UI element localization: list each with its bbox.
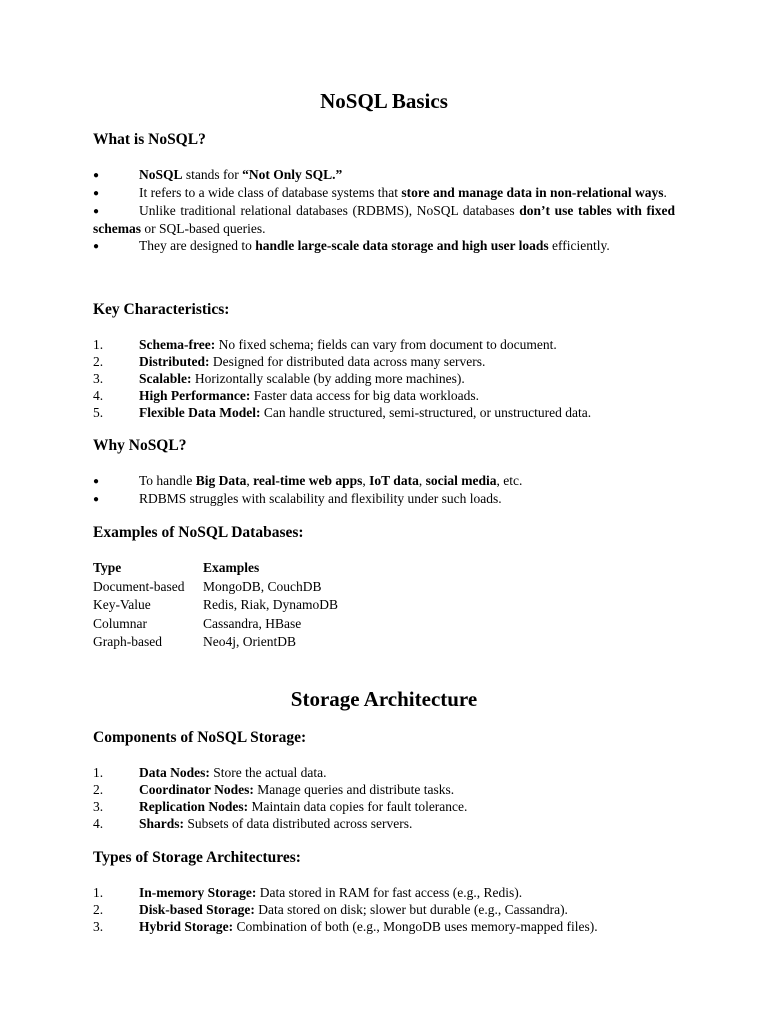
list-item-text: In-memory Storage: Data stored in RAM for fast access (e.g., Redis). [139,885,523,900]
list-number: 2. [93,782,104,797]
cell-type: Document-based [93,578,185,594]
section-components [93,728,675,832]
section-why-nosql [93,436,675,508]
list-item-text: Flexible Data Model: Can handle structured, semi-structured, or unstructured data. [139,405,592,420]
list-item-text: Disk-based Storage: Data stored on disk; slower but durable (e.g., Cassandra). [139,902,568,917]
list-item [93,884,675,901]
cell-examples: MongoDB, CouchDB [203,578,322,594]
list-number: 3. [93,371,104,386]
list-item [93,798,675,815]
list-number: 2. [93,902,104,917]
section-examples [93,523,675,652]
list-item [93,918,675,935]
cell-examples: Redis, Riak, DynamoDB [203,597,338,612]
table-row [93,596,338,615]
cell-type: Columnar [93,615,147,631]
list-item-text: Shards: Subsets of data distributed across servers. [139,816,413,831]
list-item [93,764,675,781]
list-item [93,901,675,918]
list-item-text: High Performance: Faster data access for big data workloads. [139,388,480,403]
cell-examples: Neo4j, OrientDB [203,634,296,649]
components-list [93,764,675,832]
list-item: ● They are designed to handle large-scale data storage and high user loads efficiently. [93,238,610,253]
list-item-text: Coordinator Nodes: Manage queries and distribute tasks. [139,782,455,797]
table-row [93,633,338,652]
bullet-icon: ● [93,494,100,505]
cell-examples: Cassandra, HBase [203,615,302,631]
list-item [93,336,675,353]
list-number: 1. [93,337,104,352]
list-item: ● To handle Big Data, real-time web apps, IoT data, social media, etc. [93,473,523,488]
list-item-text: Distributed: Designed for distributed data across many servers. [139,354,486,369]
list-item: ● NoSQL stands for “Not Only SQL.” [93,167,343,182]
bullet-icon: ● [93,476,100,487]
table-row [93,578,338,597]
list-number: 3. [93,799,104,814]
title-storage-architecture: Storage Architecture [290,687,478,711]
list-number: 4. [93,388,104,403]
section-what-is-nosql [93,130,675,255]
section-types [93,848,675,935]
list-number: 3. [93,919,104,934]
list-item-text: Schema-free: No fixed schema; fields can vary from document to document. [139,337,557,352]
list-number: 1. [93,765,104,780]
bullet-icon: ● [93,188,100,199]
list-item [93,387,675,404]
list-item [93,815,675,832]
list-item-text: Data Nodes: Store the actual data. [139,765,327,780]
column-header-type: Type [93,560,122,575]
bullet-icon: ● [93,241,100,252]
list-item: ● Unlike traditional relational databases (RDBMS), NoSQL databases don’t use tables with fixed schemas or SQL-based queries. [93,203,676,236]
heading-key-characteristics: Key Characteristics: [93,301,230,318]
heading-types: Types of Storage Architectures: [93,849,301,866]
heading-examples: Examples of NoSQL Databases: [93,524,304,541]
list-item-text: Scalable: Horizontally scalable (by adding more machines). [139,371,465,386]
list-item [93,370,675,387]
heading-components: Components of NoSQL Storage: [93,729,307,746]
list-number: 4. [93,816,104,831]
list-item-text: Hybrid Storage: Combination of both (e.g., MongoDB uses memory-mapped files). [139,919,598,934]
examples-table [93,559,338,652]
section-key-characteristics [93,300,675,421]
title-nosql-basics: NoSQL Basics [320,89,448,113]
list-item [93,404,675,421]
bullet-icon: ● [93,206,100,217]
list-item: ● It refers to a wide class of database systems that store and manage data in non-relational ways. [93,185,667,200]
list-item [93,781,675,798]
types-list [93,884,675,935]
table-header-row [93,559,338,578]
cell-type: Graph-based [93,634,162,649]
key-characteristics-list [93,336,675,421]
what-bullet-list [93,166,675,255]
heading-why-nosql: Why NoSQL? [93,437,187,454]
table-row [93,615,338,634]
bullet-icon: ● [93,170,100,181]
list-item [93,353,675,370]
list-number: 5. [93,405,104,420]
list-item-text: Replication Nodes: Maintain data copies for fault tolerance. [139,799,468,814]
list-number: 1. [93,885,104,900]
list-item: ● RDBMS struggles with scalability and flexibility under such loads. [93,491,502,506]
column-header-examples: Examples [203,560,260,575]
cell-type: Key-Value [93,597,151,612]
why-bullet-list [93,472,675,508]
list-number: 2. [93,354,104,369]
heading-what-is-nosql: What is NoSQL? [93,131,206,148]
